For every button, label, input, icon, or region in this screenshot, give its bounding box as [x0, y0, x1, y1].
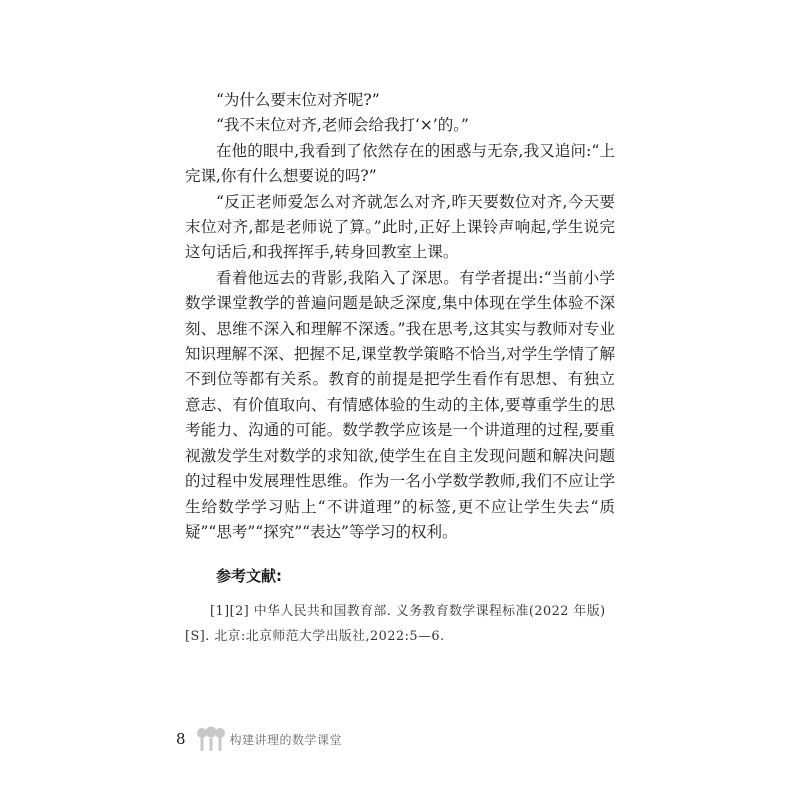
paragraph: “反正老师爱怎么对齐就怎么对齐,昨天要数位对齐,今天要末位对齐,都是老师说了算。”此时,正好上课铃声响起,学生说完这句话后,和我挥挥手,转身回教室上课。 [185, 192, 615, 262]
main-text [185, 88, 615, 545]
references-heading: 参考文献: [216, 567, 282, 585]
paragraph: 在他的眼中,我看到了依然存在的困惑与无奈,我又追问:“上完课,你有什么想要说的吗?” [185, 141, 615, 186]
reference-item: [1][2] 中华人民共和国教育部. 义务教育数学课程标准(2022 年版)[S]. 北京:北京师范大学出版社,2022:5—6. [185, 604, 606, 644]
page-footer [176, 724, 342, 754]
paragraph: “我不末位对齐,老师会给我打‘×’的。” [216, 116, 469, 135]
paragraph: 看着他远去的背影,我陷入了深思。有学者提出:“当前小学数学课堂教学的普遍问题是缺乏深度,集中体现在学生体验不深刻、思维不深入和理解不深透。”我在思考,这其实与教师对专业知识理解不深、把握不足,课堂教学策略不恰当,对学生学情了解不到位等都有关系。教育的前提是把学生看作有思想、有独立意志、有价值取向、有情感体验的生动的主体,要尊重学生的思考能力、沟通的可能。数学教学应该是一个讲道理的过程,要重视激发学生对数学的求知欲,使学生在自主发现问题和解决问题的过程中发展理性思维。作为一名小学数学教师,我们不应让学生给数学学习贴上“不讲道理”的标签,更不应让学生失去“质疑”“思考”“探究”“表达”等学习的权利。 [185, 268, 615, 541]
book-title: 构建讲理的数学课堂 [229, 732, 343, 747]
references-list [185, 599, 615, 649]
three-trees-logo-icon [196, 726, 226, 752]
page-number: 8 [176, 730, 186, 748]
paragraph: “为什么要末位对齐呢?” [216, 91, 380, 109]
